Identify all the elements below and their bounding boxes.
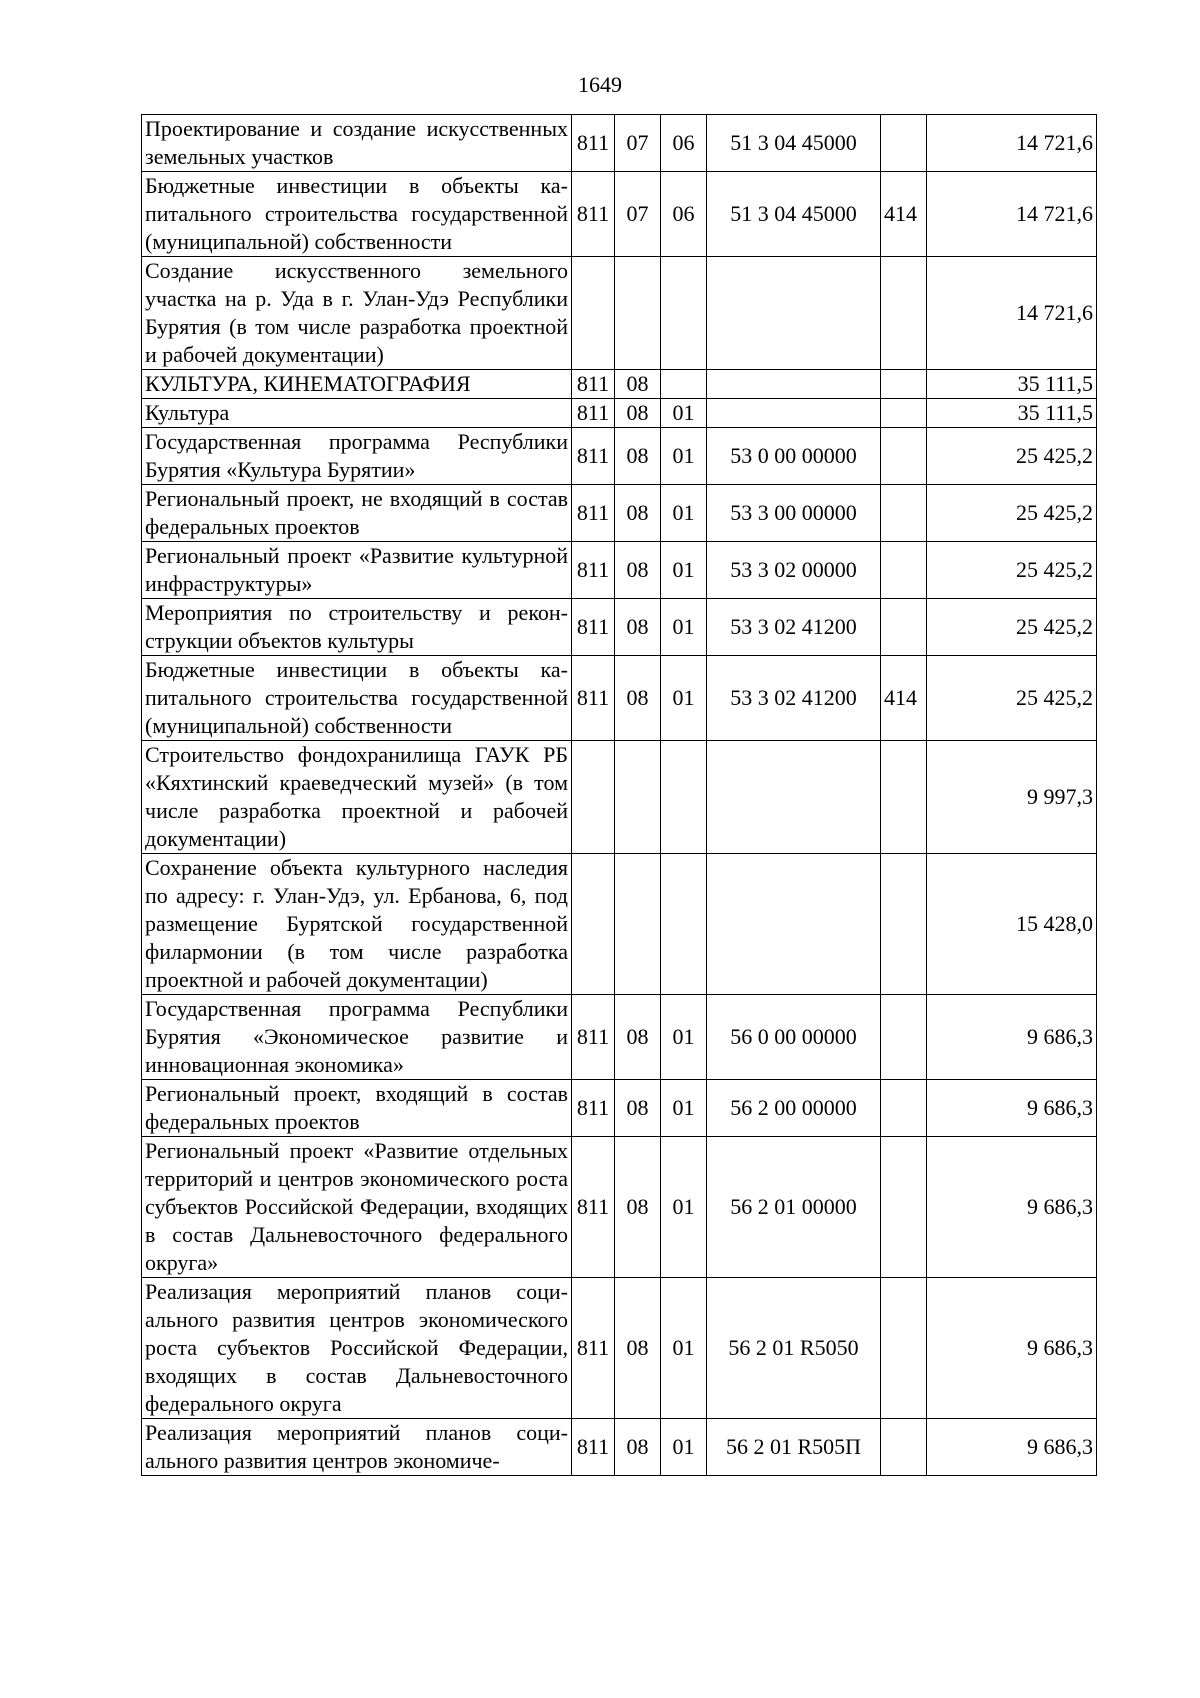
department-code-cell: 811	[572, 542, 615, 599]
expense-name-cell: Региональный проект, не входящий в состав федеральных проектов	[142, 485, 572, 542]
expense-type-code-cell	[881, 257, 927, 370]
amount-cell: 9 686,3	[927, 995, 1097, 1080]
expense-name-cell: Региональный проект, входящий в состав федеральных проектов	[142, 1080, 572, 1137]
expense-name-cell: Государственная программа Республики Бурятия «Экономическое развитие и инновационная экономика»	[142, 995, 572, 1080]
amount-cell: 15 428,0	[927, 854, 1097, 995]
amount-cell: 35 111,5	[927, 399, 1097, 428]
expense-name-cell: Строительство фондохранилища ГАУК РБ «Кяхтинский краеведческий музей» (в том числе разработка проектной и рабочей документации)	[142, 741, 572, 854]
target-item-code-cell: 51 3 04 45000	[707, 172, 881, 257]
expense-type-code-cell	[881, 485, 927, 542]
expense-type-code-cell	[881, 1080, 927, 1137]
table-row	[142, 1137, 1097, 1278]
subsection-code-cell	[661, 741, 707, 854]
target-item-code-cell: 56 2 00 00000	[707, 1080, 881, 1137]
subsection-code-cell: 06	[661, 115, 707, 172]
expense-type-code-cell	[881, 741, 927, 854]
department-code-cell	[572, 854, 615, 995]
subsection-code-cell: 01	[661, 542, 707, 599]
subsection-code-cell: 06	[661, 172, 707, 257]
target-item-code-cell: 53 3 02 41200	[707, 599, 881, 656]
table-row	[142, 741, 1097, 854]
target-item-code-cell: 56 0 00 00000	[707, 995, 881, 1080]
expense-name-cell: Региональный проект «Развитие отдельных территорий и центров экономического роста субъектов Российской Федерации, входящих в состав Дальневосточного федерального округа»	[142, 1137, 572, 1278]
target-item-code-cell: 56 2 01 R5050	[707, 1278, 881, 1419]
section-code-cell: 08	[615, 995, 661, 1080]
department-code-cell: 811	[572, 115, 615, 172]
section-code-cell: 08	[615, 370, 661, 399]
section-code-cell	[615, 257, 661, 370]
amount-cell: 9 686,3	[927, 1080, 1097, 1137]
expense-type-code-cell	[881, 1278, 927, 1419]
table-row	[142, 257, 1097, 370]
table-row	[142, 428, 1097, 485]
expense-type-code-cell	[881, 599, 927, 656]
expense-type-code-cell	[881, 995, 927, 1080]
table-row	[142, 399, 1097, 428]
target-item-code-cell: 53 3 02 41200	[707, 656, 881, 741]
department-code-cell: 811	[572, 1278, 615, 1419]
section-code-cell: 08	[615, 599, 661, 656]
section-code-cell: 08	[615, 428, 661, 485]
department-code-cell: 811	[572, 656, 615, 741]
section-code-cell: 08	[615, 1278, 661, 1419]
expense-name-cell: Реализация мероприятий планов социального развития центров экономического роста субъектов Российской Федерации, входящих в состав Дальневосточного федерального округа	[142, 1278, 572, 1419]
expense-type-code-cell	[881, 854, 927, 995]
subsection-code-cell: 01	[661, 1278, 707, 1419]
expense-type-code-cell	[881, 399, 927, 428]
expense-type-code-cell: 414	[881, 656, 927, 741]
department-code-cell: 811	[572, 599, 615, 656]
subsection-code-cell: 01	[661, 995, 707, 1080]
subsection-code-cell	[661, 854, 707, 995]
department-code-cell: 811	[572, 995, 615, 1080]
department-code-cell: 811	[572, 1080, 615, 1137]
amount-cell: 14 721,6	[927, 115, 1097, 172]
table-row	[142, 1278, 1097, 1419]
expense-name-cell: Сохранение объекта культурного наследия по адресу: г. Улан-Удэ, ул. Ербанова, 6, под размещение Бурятской государственной филармонии (в том числе разработка проектной и рабочей документации)	[142, 854, 572, 995]
expense-type-code-cell: 414	[881, 172, 927, 257]
table-row	[142, 656, 1097, 741]
budget-table	[141, 114, 1097, 1476]
target-item-code-cell	[707, 741, 881, 854]
department-code-cell: 811	[572, 172, 615, 257]
department-code-cell: 811	[572, 399, 615, 428]
subsection-code-cell	[661, 370, 707, 399]
section-code-cell: 08	[615, 1080, 661, 1137]
section-code-cell: 08	[615, 485, 661, 542]
amount-cell: 9 997,3	[927, 741, 1097, 854]
amount-cell: 25 425,2	[927, 542, 1097, 599]
target-item-code-cell: 56 2 01 00000	[707, 1137, 881, 1278]
target-item-code-cell	[707, 399, 881, 428]
table-row	[142, 854, 1097, 995]
subsection-code-cell: 01	[661, 428, 707, 485]
department-code-cell	[572, 257, 615, 370]
expense-type-code-cell	[881, 370, 927, 399]
amount-cell: 25 425,2	[927, 485, 1097, 542]
subsection-code-cell: 01	[661, 485, 707, 542]
page-number: 1649	[578, 72, 622, 97]
subsection-code-cell: 01	[661, 1419, 707, 1476]
amount-cell: 25 425,2	[927, 656, 1097, 741]
section-code-cell: 08	[615, 1419, 661, 1476]
target-item-code-cell: 51 3 04 45000	[707, 115, 881, 172]
amount-cell: 14 721,6	[927, 172, 1097, 257]
table-row	[142, 995, 1097, 1080]
target-item-code-cell	[707, 370, 881, 399]
subsection-code-cell: 01	[661, 399, 707, 428]
expense-type-code-cell	[881, 115, 927, 172]
table-row	[142, 542, 1097, 599]
section-code-cell: 08	[615, 1137, 661, 1278]
amount-cell: 9 686,3	[927, 1419, 1097, 1476]
section-code-cell: 08	[615, 542, 661, 599]
section-code-cell	[615, 741, 661, 854]
table-row	[142, 485, 1097, 542]
expense-type-code-cell	[881, 428, 927, 485]
expense-name-cell: Мероприятия по строительству и реконструкции объектов культуры	[142, 599, 572, 656]
department-code-cell: 811	[572, 1137, 615, 1278]
expense-name-cell: КУЛЬТУРА, КИНЕМАТОГРАФИЯ	[142, 370, 572, 399]
department-code-cell: 811	[572, 428, 615, 485]
target-item-code-cell: 53 3 00 00000	[707, 485, 881, 542]
expense-type-code-cell	[881, 542, 927, 599]
subsection-code-cell: 01	[661, 656, 707, 741]
subsection-code-cell: 01	[661, 599, 707, 656]
section-code-cell: 08	[615, 399, 661, 428]
table-body	[142, 115, 1097, 1476]
table-row	[142, 370, 1097, 399]
subsection-code-cell	[661, 257, 707, 370]
expense-name-cell: Бюджетные инвестиции в объекты капитального строительства государственной (муниципальной) собственности	[142, 172, 572, 257]
target-item-code-cell	[707, 854, 881, 995]
amount-cell: 25 425,2	[927, 428, 1097, 485]
table-row	[142, 172, 1097, 257]
target-item-code-cell: 53 0 00 00000	[707, 428, 881, 485]
expense-name-cell: Реализация мероприятий планов социального развития центров экономиче-	[142, 1419, 572, 1476]
section-code-cell	[615, 854, 661, 995]
amount-cell: 9 686,3	[927, 1137, 1097, 1278]
expense-name-cell: Создание искусственного земельного участка на р. Уда в г. Улан-Удэ Республики Бурятия (в том числе разработка проектной и рабочей документации)	[142, 257, 572, 370]
department-code-cell: 811	[572, 370, 615, 399]
target-item-code-cell: 53 3 02 00000	[707, 542, 881, 599]
department-code-cell	[572, 741, 615, 854]
table-row	[142, 599, 1097, 656]
amount-cell: 25 425,2	[927, 599, 1097, 656]
table-row	[142, 1080, 1097, 1137]
expense-name-cell: Культура	[142, 399, 572, 428]
expense-name-cell: Проектирование и создание искусственных земельных участков	[142, 115, 572, 172]
amount-cell: 9 686,3	[927, 1278, 1097, 1419]
expense-name-cell: Бюджетные инвестиции в объекты капитального строительства государственной (муниципальной) собственности	[142, 656, 572, 741]
section-code-cell: 07	[615, 115, 661, 172]
target-item-code-cell: 56 2 01 R505П	[707, 1419, 881, 1476]
amount-cell: 14 721,6	[927, 257, 1097, 370]
subsection-code-cell: 01	[661, 1137, 707, 1278]
target-item-code-cell	[707, 257, 881, 370]
table-row	[142, 115, 1097, 172]
expense-name-cell: Региональный проект «Развитие культурной инфраструктуры»	[142, 542, 572, 599]
expense-type-code-cell	[881, 1419, 927, 1476]
department-code-cell: 811	[572, 1419, 615, 1476]
table-row	[142, 1419, 1097, 1476]
amount-cell: 35 111,5	[927, 370, 1097, 399]
subsection-code-cell: 01	[661, 1080, 707, 1137]
expense-name-cell: Государственная программа Республики Бурятия «Культура Бурятии»	[142, 428, 572, 485]
section-code-cell: 08	[615, 656, 661, 741]
expense-type-code-cell	[881, 1137, 927, 1278]
section-code-cell: 07	[615, 172, 661, 257]
department-code-cell: 811	[572, 485, 615, 542]
